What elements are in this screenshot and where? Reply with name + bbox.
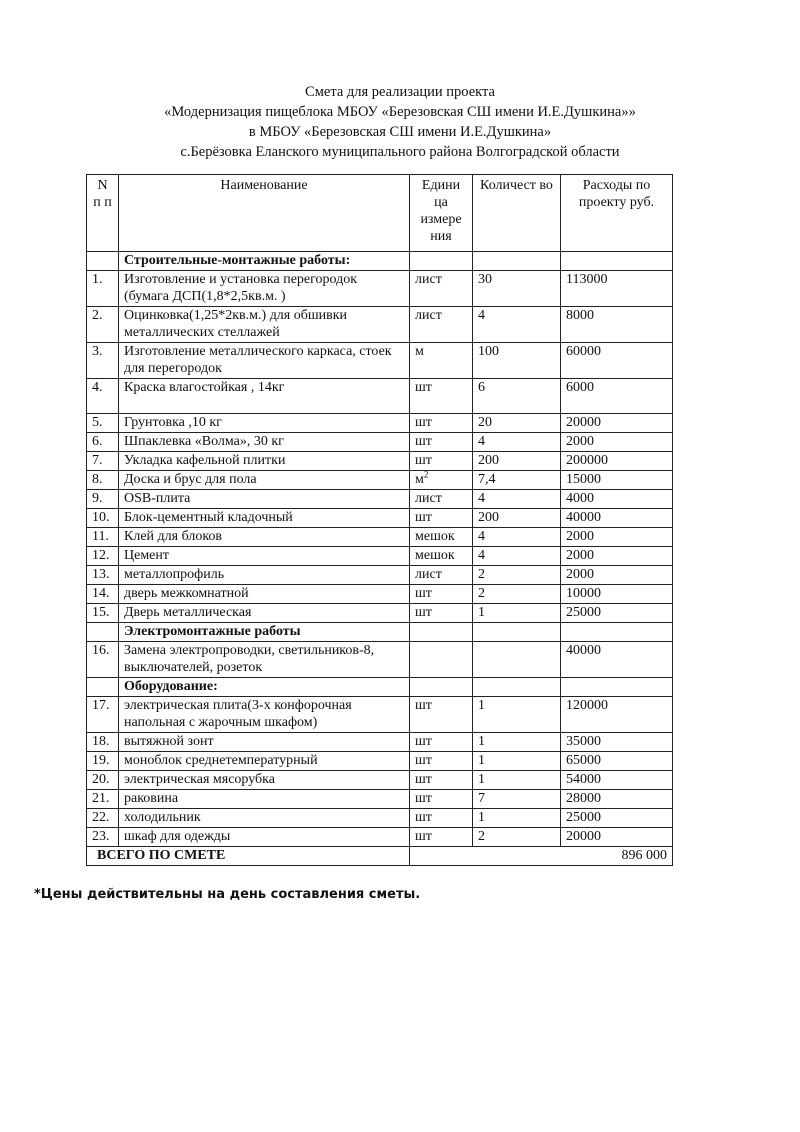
row-qty: 30 (473, 271, 561, 307)
row-num: 9. (87, 490, 119, 509)
header-qty: Количест во (473, 175, 561, 252)
row-unit: шт (410, 733, 473, 752)
section-construction: Строительные-монтажные работы: (119, 252, 410, 271)
table-row (87, 604, 673, 623)
table-row (87, 452, 673, 471)
row-unit: шт (410, 452, 473, 471)
row-num: 7. (87, 452, 119, 471)
row-qty: 1 (473, 697, 561, 733)
row-cost: 6000 (561, 379, 673, 414)
row-num: 1. (87, 271, 119, 307)
row-qty: 4 (473, 547, 561, 566)
row-unit: лист (410, 307, 473, 343)
row-unit-superscript: 2 (423, 469, 429, 480)
row-cost: 25000 (561, 604, 673, 623)
row-num: 20. (87, 771, 119, 790)
row-qty: 20 (473, 414, 561, 433)
row-num: 6. (87, 433, 119, 452)
title-line-4: с.Берёзовка Еланского муниципального района Волгоградской области (180, 144, 620, 160)
row-name: моноблок среднетемпературный (119, 752, 410, 771)
header-unit: Едини ца измере ния (410, 175, 473, 252)
row-unit: шт (410, 414, 473, 433)
row-name: металлопрофиль (119, 566, 410, 585)
row-cost: 20000 (561, 828, 673, 847)
row-cost: 54000 (561, 771, 673, 790)
row-unit: шт (410, 379, 473, 414)
row-num: 21. (87, 790, 119, 809)
row-name: Грунтовка ,10 кг (119, 414, 410, 433)
row-cost: 8000 (561, 307, 673, 343)
table-row (87, 471, 673, 490)
row-name: Шпаклевка «Волма», 30 кг (119, 433, 410, 452)
row-unit: шт (410, 509, 473, 528)
table-row (87, 414, 673, 433)
table-row (87, 809, 673, 828)
row-unit: мешок (410, 528, 473, 547)
row-name: Оцинковка(1,25*2кв.м.) для обшивки металлических стеллажей (119, 307, 410, 343)
row-num: 14. (87, 585, 119, 604)
row-qty: 100 (473, 343, 561, 379)
row-unit-base: м (415, 472, 424, 487)
row-num: 23. (87, 828, 119, 847)
table-row (87, 433, 673, 452)
row-cost: 2000 (561, 433, 673, 452)
row-qty: 200 (473, 452, 561, 471)
row-unit: лист (410, 490, 473, 509)
table-row (87, 547, 673, 566)
row-unit: мешок (410, 547, 473, 566)
header-num: N п п (87, 175, 119, 252)
row-unit (410, 471, 473, 490)
row-qty (473, 642, 561, 678)
row-name: вытяжной зонт (119, 733, 410, 752)
row-num: 10. (87, 509, 119, 528)
row-num: 13. (87, 566, 119, 585)
row-qty: 4 (473, 490, 561, 509)
row-name: Укладка кафельной плитки (119, 452, 410, 471)
total-row (87, 847, 673, 866)
row-num: 8. (87, 471, 119, 490)
row-cost: 120000 (561, 697, 673, 733)
row-cost: 40000 (561, 642, 673, 678)
row-cost: 10000 (561, 585, 673, 604)
row-unit: шт (410, 771, 473, 790)
row-name: шкаф для одежды (119, 828, 410, 847)
row-qty: 1 (473, 771, 561, 790)
row-unit: шт (410, 752, 473, 771)
table-row (87, 642, 673, 678)
row-name: Краска влагостойкая , 14кг (119, 379, 410, 414)
row-qty: 200 (473, 509, 561, 528)
row-cost: 200000 (561, 452, 673, 471)
section-row (87, 678, 673, 697)
row-cost: 25000 (561, 809, 673, 828)
section-row (87, 623, 673, 642)
row-num: 11. (87, 528, 119, 547)
row-name: Блок-цементный кладочный (119, 509, 410, 528)
row-unit: шт (410, 433, 473, 452)
table-row (87, 271, 673, 307)
row-unit: шт (410, 809, 473, 828)
row-name: Дверь металлическая (119, 604, 410, 623)
row-num: 19. (87, 752, 119, 771)
table-row (87, 490, 673, 509)
row-cost: 35000 (561, 733, 673, 752)
row-unit: лист (410, 566, 473, 585)
title-line-1: Смета для реализации проекта (305, 84, 495, 100)
table-row (87, 790, 673, 809)
row-qty: 7,4 (473, 471, 561, 490)
row-name: Клей для блоков (119, 528, 410, 547)
row-name: дверь межкомнатной (119, 585, 410, 604)
row-unit: шт (410, 585, 473, 604)
row-cost: 40000 (561, 509, 673, 528)
row-cost: 2000 (561, 547, 673, 566)
row-qty: 6 (473, 379, 561, 414)
title-line-3: в МБОУ «Березовская СШ имени И.Е.Душкина» (248, 124, 552, 140)
row-name: Изготовление металлического каркаса, стоек для перегородок (119, 343, 410, 379)
row-num: 5. (87, 414, 119, 433)
table-row (87, 585, 673, 604)
table-row (87, 343, 673, 379)
row-name: Замена электропроводки, светильников-8, выключателей, розеток (119, 642, 410, 678)
row-qty: 7 (473, 790, 561, 809)
table-row (87, 733, 673, 752)
row-unit: шт (410, 828, 473, 847)
row-cost: 60000 (561, 343, 673, 379)
row-qty: 2 (473, 585, 561, 604)
total-label: ВСЕГО ПО СМЕТЕ (87, 847, 410, 866)
price-note: *Цены действительны на день составления сметы. (34, 887, 421, 902)
estimate-table (86, 174, 673, 866)
header-cost: Расходы по проекту руб. (561, 175, 673, 252)
row-name: OSB-плита (119, 490, 410, 509)
row-name: электрическая мясорубка (119, 771, 410, 790)
row-name: Доска и брус для пола (119, 471, 410, 490)
row-cost: 113000 (561, 271, 673, 307)
table-row (87, 697, 673, 733)
table-row (87, 528, 673, 547)
table-row (87, 752, 673, 771)
row-cost: 2000 (561, 566, 673, 585)
row-num: 4. (87, 379, 119, 414)
row-unit: лист (410, 271, 473, 307)
header-name: Наименование (119, 175, 410, 252)
row-qty: 2 (473, 566, 561, 585)
table-header-row (87, 175, 673, 252)
row-name: Цемент (119, 547, 410, 566)
row-qty: 4 (473, 528, 561, 547)
row-cost: 28000 (561, 790, 673, 809)
table-row (87, 379, 673, 414)
row-qty: 1 (473, 604, 561, 623)
table-row (87, 771, 673, 790)
row-num: 22. (87, 809, 119, 828)
document-title (0, 82, 800, 162)
total-value: 896 000 (410, 847, 673, 866)
row-name: электрическая плита(3-х конфорочная напольная с жарочным шкафом) (119, 697, 410, 733)
table-row (87, 566, 673, 585)
row-qty: 1 (473, 809, 561, 828)
row-unit: шт (410, 604, 473, 623)
row-num: 18. (87, 733, 119, 752)
row-num: 2. (87, 307, 119, 343)
row-qty: 1 (473, 752, 561, 771)
row-qty: 4 (473, 433, 561, 452)
section-electrical: Электромонтажные работы (119, 623, 410, 642)
section-equipment: Оборудование: (119, 678, 410, 697)
row-unit: шт (410, 790, 473, 809)
row-num: 3. (87, 343, 119, 379)
title-line-2: «Модернизация пищеблока МБОУ «Березовская СШ имени И.Е.Душкина»» (164, 104, 636, 120)
row-num: 12. (87, 547, 119, 566)
row-unit: шт (410, 697, 473, 733)
row-name: холодильник (119, 809, 410, 828)
row-num: 15. (87, 604, 119, 623)
table-row (87, 828, 673, 847)
row-cost: 4000 (561, 490, 673, 509)
row-num: 17. (87, 697, 119, 733)
row-unit (410, 642, 473, 678)
row-unit: м (410, 343, 473, 379)
row-cost: 20000 (561, 414, 673, 433)
row-num: 16. (87, 642, 119, 678)
table-row (87, 307, 673, 343)
row-qty: 2 (473, 828, 561, 847)
row-qty: 1 (473, 733, 561, 752)
row-cost: 65000 (561, 752, 673, 771)
row-cost: 2000 (561, 528, 673, 547)
row-name: раковина (119, 790, 410, 809)
row-name: Изготовление и установка перегородок (бумага ДСП(1,8*2,5кв.м. ) (119, 271, 410, 307)
section-row (87, 252, 673, 271)
row-qty: 4 (473, 307, 561, 343)
table-row (87, 509, 673, 528)
row-cost: 15000 (561, 471, 673, 490)
